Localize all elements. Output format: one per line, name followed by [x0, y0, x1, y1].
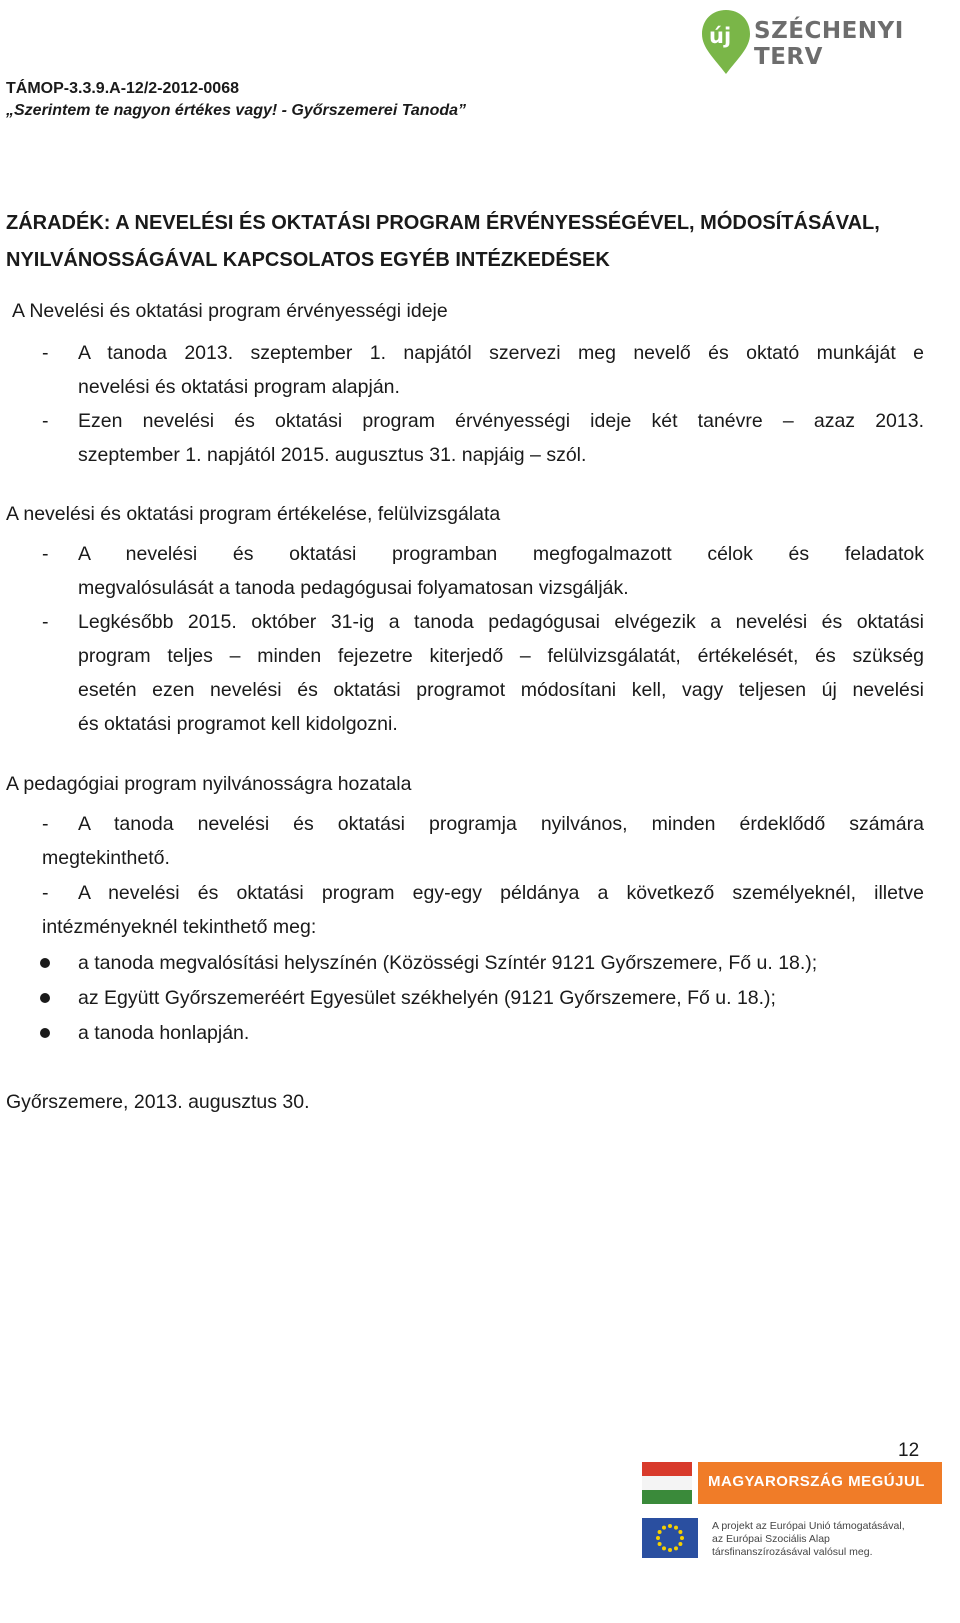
- list-item: [0, 1016, 924, 1051]
- eu-text-line: az Európai Szociális Alap: [712, 1533, 830, 1545]
- list-item-text: az Együtt Győrszemeréért Egyesület székhelyén (9121 Győrszemere, Fő u. 18.);: [78, 987, 776, 1009]
- heading-line-2: NYILVÁNOSSÁGÁVAL KAPCSOLATOS EGYÉB INTÉZKEDÉSEK: [6, 249, 610, 271]
- bullet-icon: [40, 1028, 50, 1038]
- section2-title: A nevelési és oktatási program értékelése, felülvizsgálata: [6, 503, 501, 525]
- eu-flag-icon: [642, 1518, 698, 1558]
- eu-text-line: társfinanszírozásával valósul meg.: [712, 1546, 873, 1558]
- project-subtitle: „Szerintem te nagyon értékes vagy! - Győrszemerei Tanoda”: [6, 102, 467, 119]
- project-code: TÁMOP-3.3.9.A-12/2-2012-0068: [6, 80, 239, 97]
- page-number: 12: [898, 1440, 920, 1461]
- text-line: A nevelési és oktatási programban megfogalmazott célok és feladatok: [78, 543, 924, 565]
- dash-marker: -: [42, 882, 49, 904]
- eu-text-line: A projekt az Európai Unió támogatásával,: [712, 1520, 905, 1532]
- banner-text: MAGYARORSZÁG MEGÚJUL: [708, 1473, 925, 1490]
- logo-badge: új: [709, 24, 732, 48]
- text-line: nevelési és oktatási program alapján.: [78, 376, 400, 398]
- text-line: megtekinthető.: [42, 847, 170, 869]
- section1-title: A Nevelési és oktatási program érvényességi ideje: [12, 300, 448, 322]
- magyarorszag-megujul-banner: [642, 1462, 942, 1504]
- text-line: Ezen nevelési és oktatási program érvényességi ideje két tanévre – azaz 2013.: [78, 410, 924, 432]
- place-date: Győrszemere, 2013. augusztus 30.: [6, 1091, 310, 1113]
- text-line: és oktatási programot kell kidolgozni.: [78, 713, 398, 735]
- section2-item-1: [0, 537, 924, 605]
- eu-funding-notice: [642, 1512, 942, 1572]
- text-line: szeptember 1. napjától 2015. augusztus 31. napjáig – szól.: [78, 444, 587, 466]
- heading-line-1: ZÁRADÉK: A NEVELÉSI ÉS OKTATÁSI PROGRAM ÉRVÉNYESSÉGÉVEL, MÓDOSÍTÁSÁVAL,: [6, 212, 880, 234]
- section3-title: A pedagógiai program nyilvánosságra hozatala: [6, 773, 412, 795]
- text-line: A nevelési és oktatási program egy-egy példánya a következő személyeknél, illetve: [78, 882, 924, 904]
- dash-marker: -: [42, 611, 49, 633]
- text-line: Legkésőbb 2015. október 31-ig a tanoda pedagógusai elvégezik a nevelési és oktatási: [78, 611, 924, 633]
- bullet-icon: [40, 993, 50, 1003]
- szechenyi-terv-logo: [700, 8, 950, 78]
- dash-marker: -: [42, 813, 49, 835]
- page-heading: [6, 205, 946, 279]
- text-line: intézményeknél tekinthető meg:: [42, 916, 317, 938]
- section1-item-1: [0, 336, 924, 404]
- section2-item-2: [0, 605, 924, 741]
- dash-marker: -: [42, 543, 49, 565]
- text-line: A tanoda 2013. szeptember 1. napjától szervezi meg nevelő és oktató munkáját e: [78, 342, 924, 364]
- eu-text: [712, 1520, 905, 1559]
- list-item: [0, 946, 924, 981]
- list-item: [0, 981, 924, 1016]
- text-line: esetén ezen nevelési és oktatási programot módosítani kell, vagy teljesen új nevelési: [78, 679, 924, 701]
- bullet-list: [0, 946, 924, 1051]
- text-line: A tanoda nevelési és oktatási programja nyilvános, minden érdeklődő számára: [78, 813, 924, 835]
- text-line: program teljes – minden fejezetre kiterjedő – felülvizsgálatát, értékelését, és szükség: [78, 645, 924, 667]
- list-item-text: a tanoda megvalósítási helyszínén (Közösségi Színtér 9121 Győrszemere, Fő u. 18.);: [78, 952, 818, 974]
- section3-item-1: [0, 807, 924, 875]
- logo-text: SZÉCHENYI TERV: [754, 18, 904, 70]
- list-item-text: a tanoda honlapján.: [78, 1022, 250, 1044]
- text-line: megvalósulását a tanoda pedagógusai folyamatosan vizsgálják.: [78, 577, 629, 599]
- section1-item-2: [0, 404, 924, 472]
- dash-marker: -: [42, 342, 49, 364]
- bullet-icon: [40, 958, 50, 968]
- section3-item-2: [0, 876, 924, 944]
- dash-marker: -: [42, 410, 49, 432]
